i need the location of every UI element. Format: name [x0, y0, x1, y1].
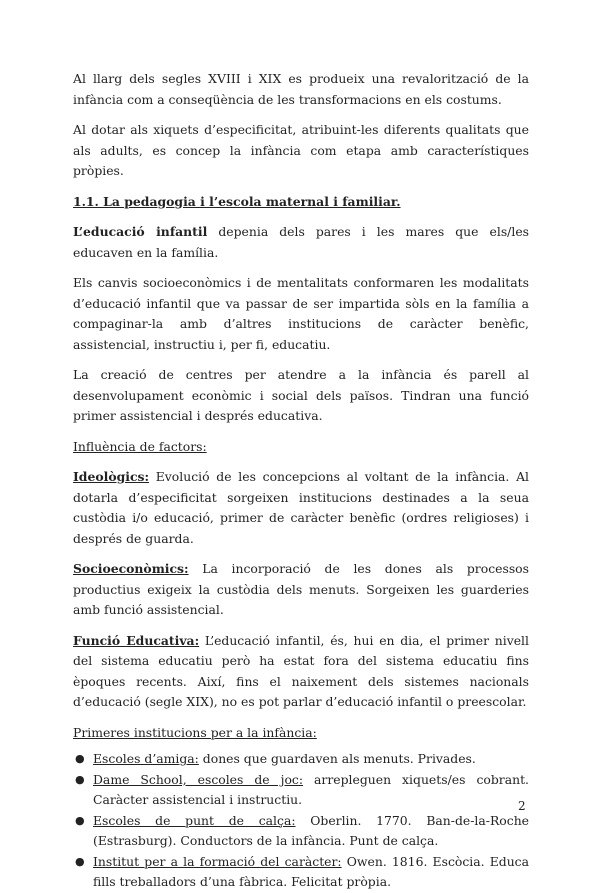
institution-label: Dame School, escoles de joc:: [93, 771, 304, 787]
factor-educational: [73, 631, 529, 713]
factor-label: Socioeconòmics:: [73, 561, 189, 576]
institution-label: Escoles d’amiga:: [93, 751, 199, 766]
bullet-icon: ●: [75, 752, 85, 765]
intro-paragraph-1: Al llarg dels segles XVIII i XIX es produeix una revalorització de la infància com a conseqüència de les transformacions en els costums.: [73, 71, 529, 107]
section-heading: 1.1. La pedagogia i l’escola maternal i familiar.: [73, 193, 401, 209]
bullet-icon: ●: [75, 854, 85, 868]
institution-text: Oberlin. 1770. Ban-de-la-Roche (Estrasburg). Conductors de la infància. Punt de calça.: [93, 812, 530, 848]
bullet-icon: ●: [75, 772, 85, 786]
factor-label: Ideològics:: [73, 469, 150, 484]
institutions-list: [73, 749, 529, 893]
page-number: 2: [518, 799, 526, 813]
list-item: [73, 749, 529, 770]
list-item: [73, 770, 529, 811]
factors-heading: Influència de factors:: [73, 438, 207, 454]
institution-label: Institut per a la formació del caràcter:: [93, 853, 342, 869]
section-paragraph-2: Els canvis socioeconòmics i de mentalitats conformaren les modalitats d’educació infantil que va passar de ser impartida sòls en la família a compaginar-la amb d’altres institucions de caràcter benèfic, assistencial, instructiu i, per fi, educatiu.: [73, 275, 529, 352]
factor-text: La incorporació de les dones als processos productius exigeix la custòdia dels menuts. Sorgeixen les guarderies amb funció assistencial.: [73, 561, 529, 617]
factor-ideological: [73, 467, 529, 549]
list-item: [73, 852, 529, 893]
institution-text: Owen. 1816. Escòcia. Educa fills treballadors d’una fàbrica. Felicitat pròpia.: [93, 853, 529, 889]
section-paragraph-3: La creació de centres per atendre a la infància és parell al desenvolupament econòmic i social dels països. Tindran una funció primer assistencial i després educativa.: [73, 367, 529, 423]
document-page: [73, 69, 529, 893]
factor-text: Evolució de les concepcions al voltant de la infància. Al dotarla d’especificitat sorgeixen institucions destinades a la seua custòdia i/o educació, primer de caràcter benèfic (ordres religioses) i després de guarda.: [73, 469, 529, 546]
list-item: [73, 811, 529, 852]
section-paragraph-1-text: depenia dels pares i les mares que els/les educaven en la família.: [73, 224, 530, 260]
institution-label: Escoles de punt de calça:: [93, 812, 296, 828]
section-paragraph-1-bold: L’educació infantil: [73, 224, 208, 239]
section-paragraph-1: [73, 222, 529, 263]
bullet-icon: ●: [75, 813, 85, 827]
institutions-heading: Primeres institucions per a la infància:: [73, 724, 317, 740]
institution-text: arrepleguen xiquets/es cobrant. Caràcter assistencial i instructiu.: [93, 771, 529, 807]
factor-label: Funció Educativa:: [73, 632, 200, 648]
intro-paragraph-2: Al dotar als xiquets d’especificitat, atribuint-les diferents qualitats que als adults, es concep la infància com etapa amb característiques pròpies.: [73, 122, 529, 178]
factor-socioeconomic: [73, 559, 529, 621]
factor-text: L’educació infantil, és, hui en dia, el primer nivell del sistema educatiu però ha estat fora del sistema educatiu fins èpoques recents. Així, fins el naixement dels sistemes nacionals d’educació (segle XIX), no es pot parlar d’educació infantil o preescolar.: [73, 632, 529, 709]
institution-text: dones que guardaven als menuts. Privades.: [198, 751, 476, 766]
